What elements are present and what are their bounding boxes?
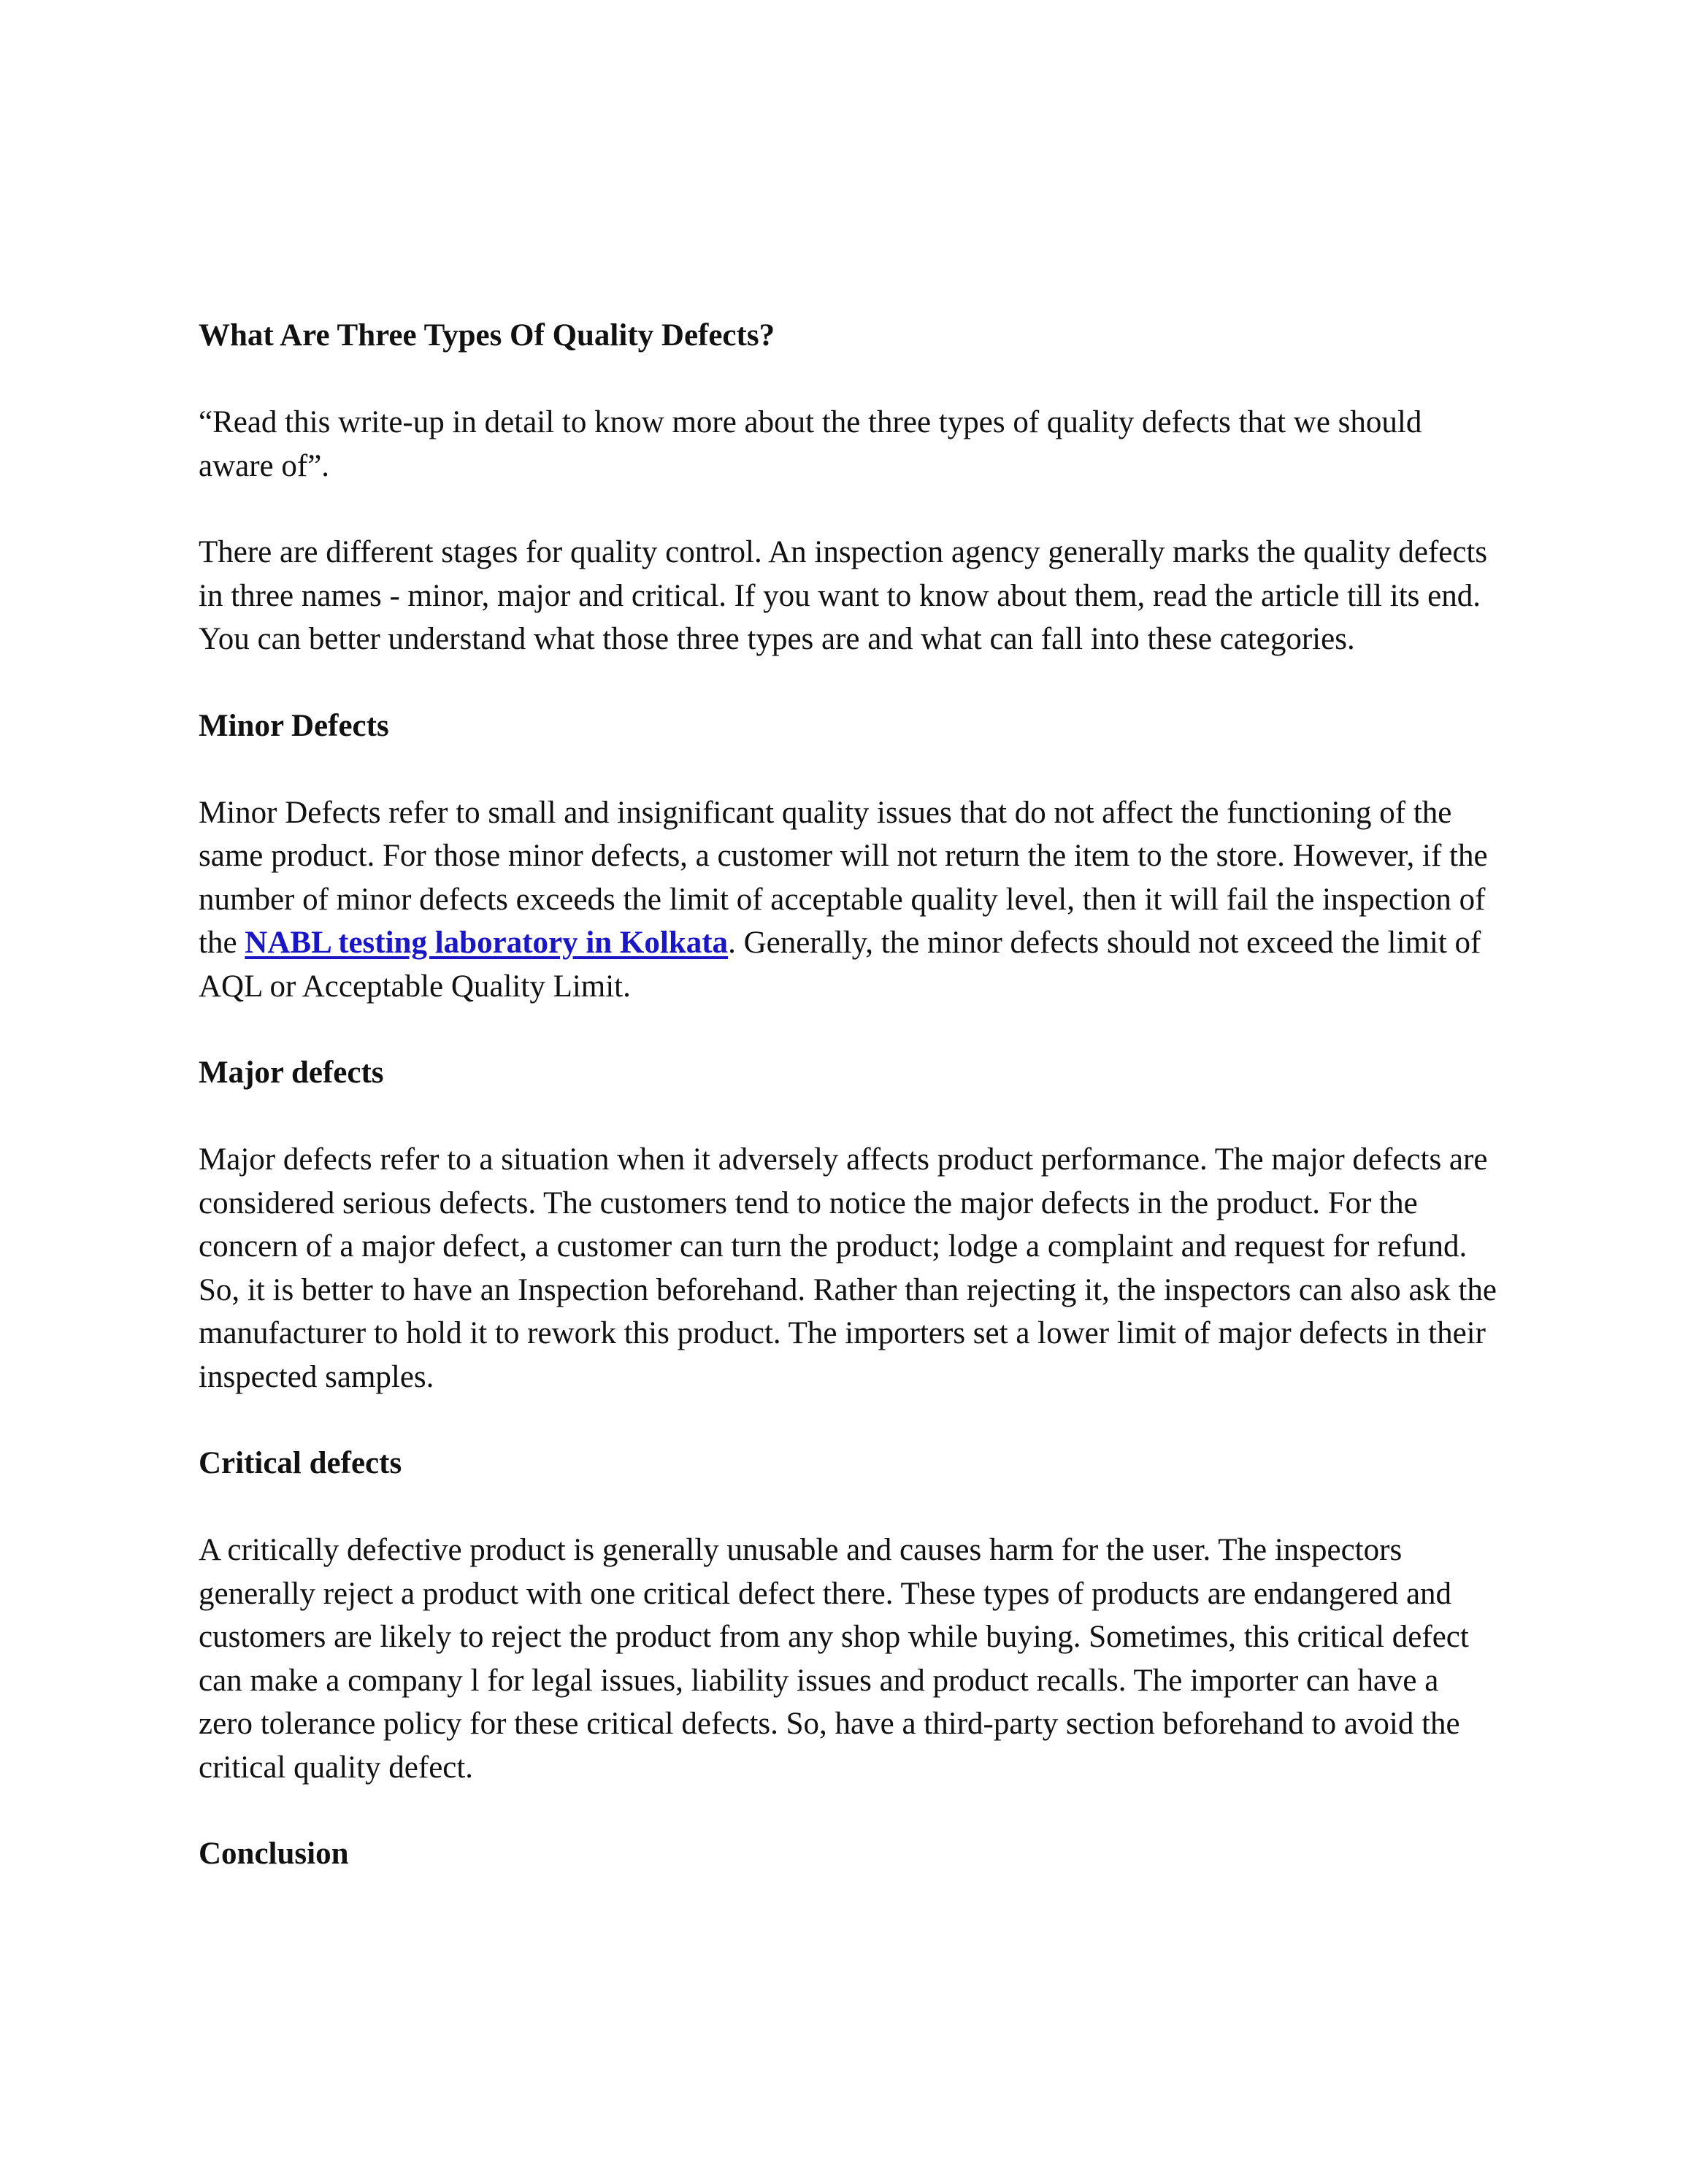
spacer xyxy=(199,661,1498,704)
intro-paragraph: There are different stages for quality control. An inspection agency generally marks the quality defects in three names - minor, major and critical. If you want to know about them, read the article till its end. You can better understand what those three types are and what can fall into these categories. xyxy=(199,535,1488,656)
document-body xyxy=(199,314,1498,1876)
spacer xyxy=(199,1008,1498,1051)
spacer xyxy=(199,488,1498,531)
section-heading-minor: Minor Defects xyxy=(199,708,389,743)
nabl-lab-link[interactable]: NABL testing laboratory in Kolkata xyxy=(245,926,729,960)
spacer xyxy=(199,748,1498,791)
spacer xyxy=(199,358,1498,401)
intro-quote: “Read this write-up in detail to know more about the three types of quality defects that we should aware of”. xyxy=(199,405,1422,483)
section-heading-major: Major defects xyxy=(199,1056,384,1090)
section-text-major: Major defects refer to a situation when it adversely affects product performance. The major defects are considered serious defects. The customers tend to notice the major defects in the product. For the concern of a major defect, a customer can turn the product; lodge a complaint and request for refund. So, it is better to have an Inspection beforehand. Rather than rejecting it, the inspectors can also ask the manufacturer to hold it to rework this product. The importers set a lower limit of major defects in their inspected samples. xyxy=(199,1142,1497,1394)
section-heading-critical: Critical defects xyxy=(199,1446,402,1480)
section-text-minor xyxy=(199,791,1498,1009)
spacer xyxy=(199,1485,1498,1529)
spacer xyxy=(199,1789,1498,1832)
spacer xyxy=(199,1399,1498,1442)
section-heading-conclusion: Conclusion xyxy=(199,1837,349,1871)
section-text-critical: A critically defective product is generally unusable and causes harm for the user. The inspectors generally reject a product with one critical defect there. These types of products are endangered and customers are likely to reject the product from any shop while buying. Sometimes, this critical defect can make a company l for legal issues, liability issues and product recalls. The importer can have a zero tolerance policy for these critical defects. So, have a third-party section beforehand to avoid the critical quality defect. xyxy=(199,1533,1469,1785)
minor-text-after-link: . Generally, the minor defects should not exceed the limit of AQL or Acceptable Quality Limit. xyxy=(199,926,1481,1004)
document-title: What Are Three Types Of Quality Defects? xyxy=(199,318,775,353)
minor-text-before-link: Minor Defects refer to small and insignificant quality issues that do not affect the functioning of the same product. For those minor defects, a customer will not return the item to the store. However, if the number of minor defects exceeds the limit of acceptable quality level, then it will fail the inspection of the xyxy=(199,795,1488,960)
spacer xyxy=(199,1095,1498,1138)
